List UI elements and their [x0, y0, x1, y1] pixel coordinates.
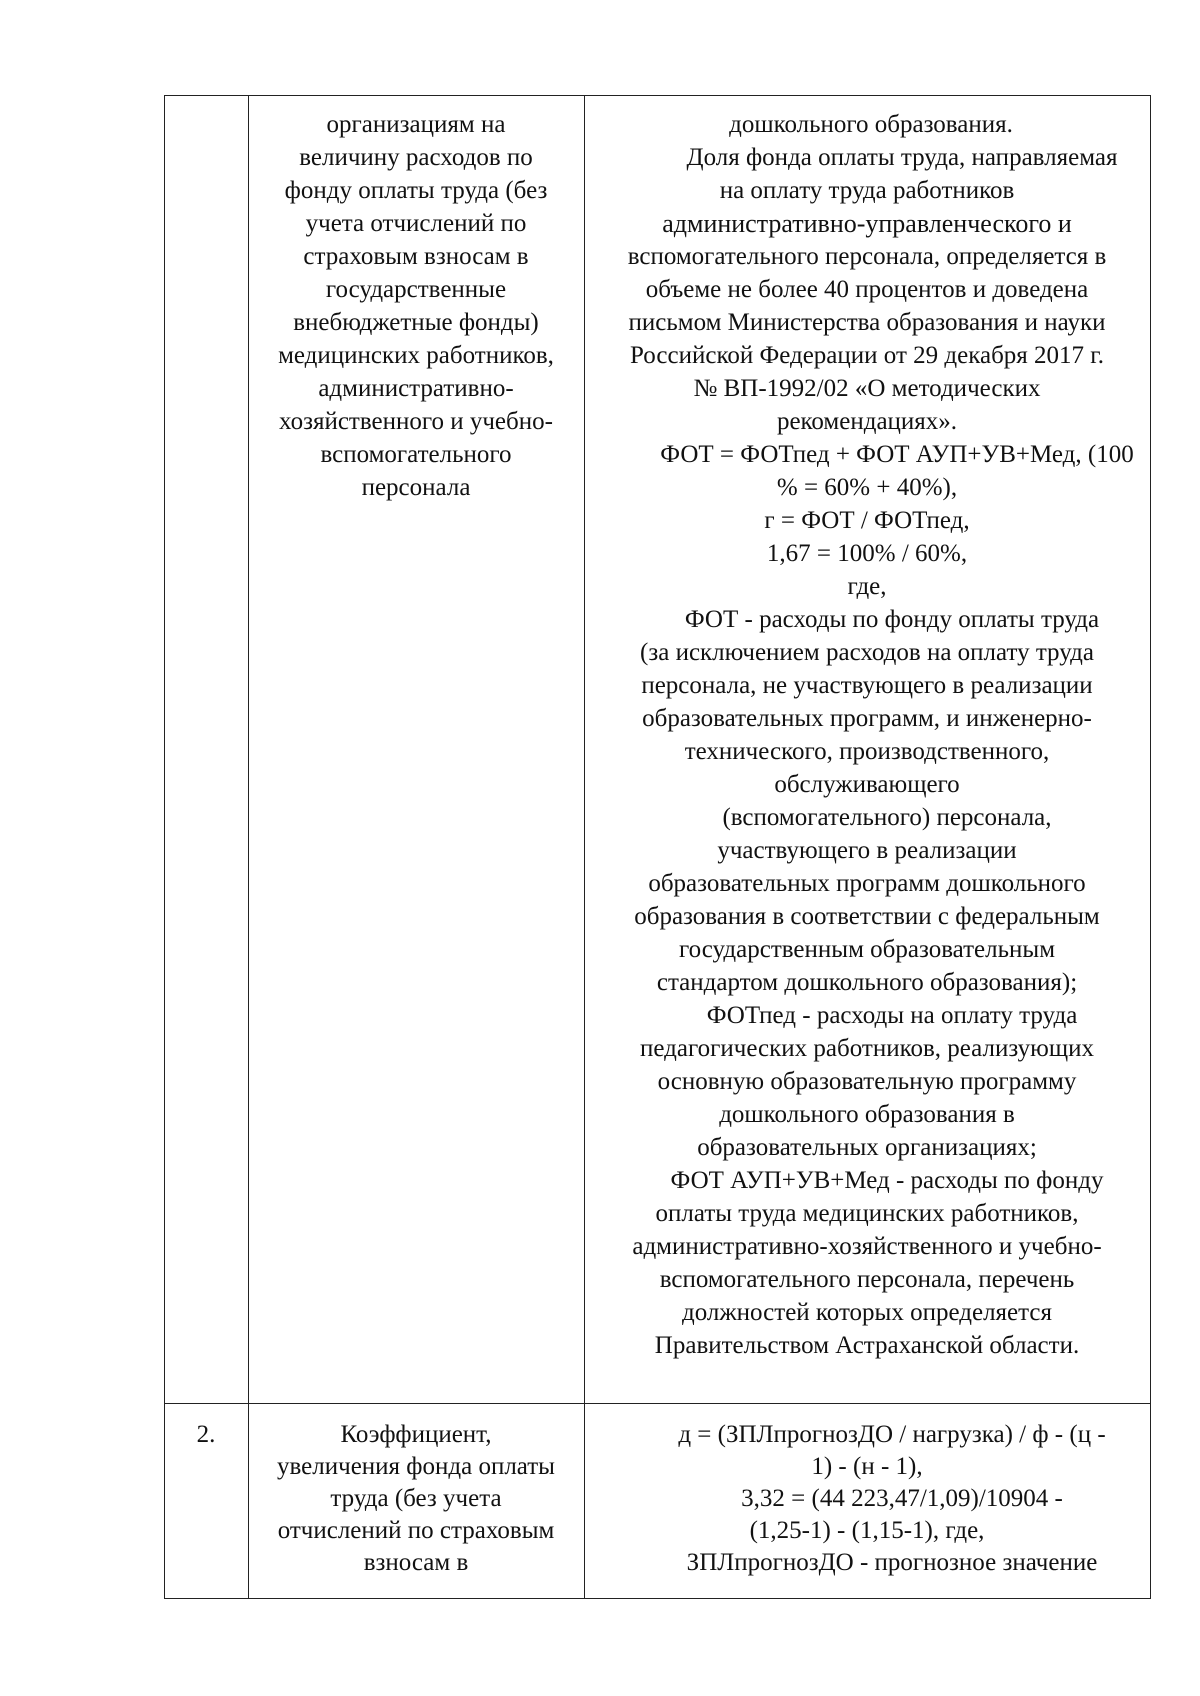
row2-number-cell: [164, 1403, 248, 1598]
row2-name-line: взносам в: [363, 1549, 469, 1576]
row1-desc-line: Российской Федерации от 29 декабря 2017 г.: [630, 342, 1104, 369]
row2-number: 2.: [196, 1421, 216, 1448]
row1-desc-line: на оплату труда работников: [719, 177, 1015, 204]
row1-desc-line: обслуживающего: [774, 771, 960, 798]
row1-desc-formula: г = ФОТ / ФОТпед,: [764, 507, 970, 534]
row2-name-line: Коэффициент,: [340, 1421, 492, 1448]
row1-desc-line: объеме не более 40 процентов и доведена: [645, 276, 1089, 303]
row1-desc-line: вспомогательного персонала, перечень: [659, 1266, 1075, 1293]
row1-desc-line: оплаты труда медицинских работников,: [655, 1200, 1079, 1227]
row1-desc-line: Правительством Астраханской области.: [654, 1332, 1080, 1359]
row1-desc-line: основную образовательную программу: [657, 1068, 1077, 1095]
row2-name-line: отчислений по страховым: [277, 1517, 555, 1544]
row1-name-line: медицинских работников,: [278, 342, 554, 369]
row1-desc-formula: ФОТ = ФОТпед + ФОТ АУП+УВ+Мед, (100: [660, 441, 1134, 468]
row1-name-line: хозяйственного и учебно-: [279, 408, 553, 435]
row1-name-line: организациям на: [326, 111, 506, 138]
row2-name-line: увеличения фонда оплаты: [277, 1453, 555, 1480]
row1-desc-line: (за исключением расходов на оплату труда: [640, 639, 1094, 666]
row2-desc-line: ЗПЛпрогнозДО - прогнозное значение: [686, 1549, 1098, 1576]
row1-desc-line: дошкольного образования.: [729, 111, 1013, 138]
row1-desc-line: персонала, не участвующего в реализации: [641, 672, 1093, 699]
row1-desc-line: Доля фонда оплаты труда, направляемая: [686, 144, 1118, 171]
row1-name-line: государственные: [325, 276, 507, 303]
row1-name-line: вспомогательного: [320, 441, 512, 468]
row1-desc-line: образовательных программ дошкольного: [648, 870, 1086, 897]
row2-description-cell: [584, 1403, 1150, 1598]
row2-desc-line: 1) - (н - 1),: [811, 1453, 923, 1480]
row2-desc-line: (1,25-1) - (1,15-1), где,: [749, 1517, 985, 1544]
row1-desc-line: государственным образовательным: [678, 936, 1056, 963]
row1-desc-line: дошкольного образования в: [719, 1101, 1015, 1128]
row1-desc-line: (вспомогательного) персонала,: [722, 804, 1052, 831]
row1-name-line: величину расходов по: [299, 144, 533, 171]
row1-desc-line: ФОТ АУП+УВ+Мед - расходы по фонду: [670, 1167, 1104, 1194]
row1-desc-line: педагогических работников, реализующих: [640, 1035, 1094, 1062]
row1-description-cell: [584, 95, 1150, 1403]
row1-desc-line: вспомогательного персонала, определяется в: [627, 243, 1107, 270]
row1-desc-line: технического, производственного,: [684, 738, 1050, 765]
row1-desc-formula: 1,67 = 100% / 60%,: [766, 540, 968, 567]
row2-desc-formula: д = (ЗПЛпрогнозДО / нагрузка) / ф - (ц -: [678, 1421, 1106, 1448]
row1-desc-line: % = 60% + 40%),: [776, 474, 958, 501]
row1-desc-line: административно-хозяйственного и учебно-: [632, 1233, 1102, 1260]
row1-number-cell: [164, 95, 248, 1403]
row1-name-line: учета отчислений по: [305, 210, 527, 237]
row1-desc-line: образовательных программ, и инженерно-: [642, 705, 1092, 732]
row1-desc-line: рекомендациях».: [776, 408, 958, 435]
row1-desc-line: письмом Министерства образования и науки: [628, 309, 1106, 336]
table-border-right: [1150, 95, 1151, 1599]
row1-desc-line: где,: [847, 573, 887, 600]
row2-name-line: труда (без учета: [330, 1485, 502, 1512]
row1-name-line: административно-: [318, 375, 514, 402]
row1-desc-line: образовательных организациях;: [697, 1134, 1037, 1161]
row2-name-cell: [248, 1403, 584, 1598]
row1-desc-line: образования в соответствии с федеральным: [634, 903, 1100, 930]
row1-number: [164, 113, 248, 145]
row1-name-line: персонала: [361, 474, 471, 501]
table-border-bottom: [164, 1598, 1150, 1599]
row1-desc-line: участвующего в реализации: [717, 837, 1017, 864]
row1-name-line: внебюджетные фонды): [293, 309, 539, 336]
document-table: [164, 95, 1150, 1599]
row1-name-line: фонду оплаты труда (без: [284, 177, 548, 204]
row1-name-cell: [248, 95, 584, 1403]
row1-desc-line: ФОТ - расходы по фонду оплаты труда: [684, 606, 1100, 633]
row2-desc-formula: 3,32 = (44 223,47/1,09)/10904 -: [741, 1485, 1063, 1512]
row1-desc-line: № ВП-1992/02 «О методических: [693, 375, 1041, 402]
row1-desc-line: должностей которых определяется: [682, 1299, 1052, 1326]
row1-desc-line: стандартом дошкольного образования);: [656, 969, 1078, 996]
row1-desc-line: ФОТпед - расходы на оплату труда: [706, 1002, 1078, 1029]
row1-desc-line: административно-управленческого и: [662, 209, 1072, 238]
row1-name-line: страховым взносам в: [303, 243, 529, 270]
